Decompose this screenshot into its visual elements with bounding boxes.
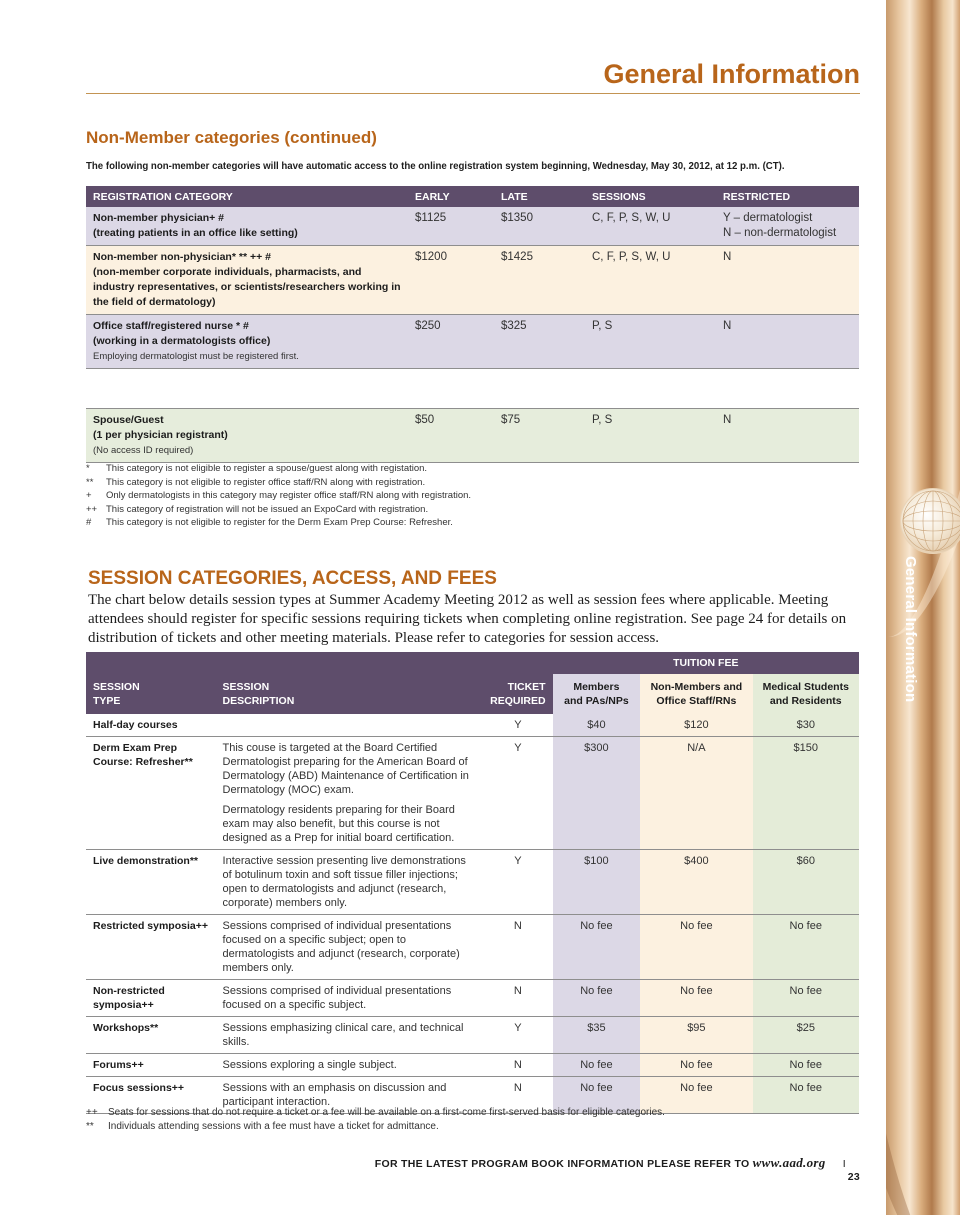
restricted-cell bbox=[716, 207, 859, 246]
category-sub: (1 per physician registrant) bbox=[93, 429, 228, 441]
note-text: This category is not eligible to register for the Derm Exam Prep Course: Refresher. bbox=[106, 517, 453, 528]
early-fee: $1125 bbox=[408, 207, 494, 246]
description-paragraph: Dermatology residents preparing for their Board exam may also benefit, but this course is not designed as a Prep for initial board certification. bbox=[222, 804, 455, 844]
header-line: Members bbox=[573, 681, 620, 693]
students-fee: No fee bbox=[753, 1054, 859, 1077]
note-item bbox=[86, 462, 471, 476]
session-type: Half-day courses bbox=[86, 714, 483, 737]
ticket-required: N bbox=[483, 915, 552, 980]
session-description: Sessions comprised of individual presentations focused on a specific subject. bbox=[216, 980, 484, 1017]
late-fee: $75 bbox=[494, 409, 585, 463]
category-note: (No access ID required) bbox=[93, 445, 194, 456]
footer-separator: I bbox=[842, 1158, 846, 1170]
session-type: Workshops** bbox=[86, 1017, 216, 1054]
col-restricted: RESTRICTED bbox=[716, 186, 859, 207]
restricted-value: N bbox=[716, 409, 859, 463]
note-symbol: * bbox=[86, 463, 90, 474]
header-line: Office Staff/RNs bbox=[656, 695, 737, 707]
footnote-item bbox=[86, 1120, 665, 1134]
table-row bbox=[86, 207, 859, 246]
sessions-table bbox=[86, 652, 859, 1114]
category-cell bbox=[86, 207, 408, 246]
registration-header-row bbox=[86, 186, 859, 207]
table-row bbox=[86, 850, 859, 915]
late-fee: $1425 bbox=[494, 246, 585, 315]
early-fee: $1200 bbox=[408, 246, 494, 315]
early-fee: $50 bbox=[408, 409, 494, 463]
nonmembers-fee: $400 bbox=[640, 850, 752, 915]
category-sub: (treating patients in an office like setting) bbox=[93, 227, 298, 239]
table-row bbox=[86, 737, 859, 850]
table-row bbox=[86, 409, 859, 463]
page-header bbox=[86, 58, 860, 94]
nonmembers-fee: N/A bbox=[640, 737, 752, 850]
ticket-required: Y bbox=[483, 850, 552, 915]
footnote-symbol: ** bbox=[86, 1121, 94, 1132]
nonmembers-fee: $95 bbox=[640, 1017, 752, 1054]
col-early: EARLY bbox=[408, 186, 494, 207]
page-title: General Information bbox=[603, 59, 860, 89]
header-line: REQUIRED bbox=[490, 695, 546, 707]
session-description: Sessions exploring a single subject. bbox=[216, 1054, 484, 1077]
students-fee: $60 bbox=[753, 850, 859, 915]
ticket-required: N bbox=[483, 1077, 552, 1114]
header-line: Non-Members and bbox=[650, 681, 743, 693]
members-fee: $35 bbox=[553, 1017, 641, 1054]
table-row bbox=[86, 714, 859, 737]
students-fee: $25 bbox=[753, 1017, 859, 1054]
page-footer bbox=[360, 1155, 860, 1183]
sessions-access: P, S bbox=[585, 409, 716, 463]
session-type: Forums++ bbox=[86, 1054, 216, 1077]
category-name: Spouse/Guest bbox=[93, 414, 164, 426]
note-symbol: # bbox=[86, 517, 92, 528]
nonmembers-fee: No fee bbox=[640, 980, 752, 1017]
session-description: Sessions with an emphasis on discussion and participant interaction. bbox=[216, 1077, 484, 1114]
restricted-value: Y – dermatologist bbox=[723, 212, 813, 224]
category-name: Non-member non-physician* ** ++ # bbox=[93, 251, 271, 263]
session-description: Sessions emphasizing clinical care, and technical skills. bbox=[216, 1017, 484, 1054]
col-ticket-required bbox=[483, 674, 552, 714]
sessions-access: P, S bbox=[585, 315, 716, 369]
restricted-value-2: N – non-dermatologist bbox=[723, 227, 837, 239]
late-fee: $1350 bbox=[494, 207, 585, 246]
note-text: Only dermatologists in this category may register office staff/RN along with registration. bbox=[106, 490, 472, 501]
nonmembers-fee: No fee bbox=[640, 1054, 752, 1077]
header-line: SESSION bbox=[93, 681, 140, 693]
session-type: Derm Exam Prep Course: Refresher** bbox=[86, 737, 216, 850]
table-row bbox=[86, 246, 859, 315]
tuition-fee-header: TUITION FEE bbox=[553, 652, 859, 674]
members-fee: No fee bbox=[553, 915, 641, 980]
ticket-required: Y bbox=[483, 1017, 552, 1054]
restricted-value: N bbox=[716, 315, 859, 369]
category-cell bbox=[86, 315, 408, 369]
late-fee: $325 bbox=[494, 315, 585, 369]
sessions-access: C, F, P, S, W, U bbox=[585, 207, 716, 246]
students-fee: No fee bbox=[753, 915, 859, 980]
students-fee: $150 bbox=[753, 737, 859, 850]
registration-table bbox=[86, 186, 859, 463]
ticket-required: N bbox=[483, 1054, 552, 1077]
members-fee: $300 bbox=[553, 737, 641, 850]
header-line: and PAs/NPs bbox=[564, 695, 629, 707]
members-fee: $40 bbox=[553, 714, 641, 737]
col-members bbox=[553, 674, 641, 714]
header-line: DESCRIPTION bbox=[222, 695, 295, 707]
session-type: Live demonstration** bbox=[86, 850, 216, 915]
footnote-text: Individuals attending sessions with a fee must have a ticket for admittance. bbox=[108, 1121, 439, 1132]
members-fee: No fee bbox=[553, 1054, 641, 1077]
session-description: Interactive session presenting live demonstrations of botulinum toxin and soft tissue filler injections; open to dermatologists and adjunct (research, corporate) members only. bbox=[216, 850, 484, 915]
students-fee: No fee bbox=[753, 1077, 859, 1114]
tuition-header-row bbox=[86, 652, 859, 674]
category-cell bbox=[86, 246, 408, 315]
nonmembers-fee: No fee bbox=[640, 1077, 752, 1114]
nonmembers-fee: No fee bbox=[640, 915, 752, 980]
note-symbol: + bbox=[86, 490, 92, 501]
note-item bbox=[86, 476, 471, 490]
ticket-required: Y bbox=[483, 737, 552, 850]
col-sessions: SESSIONS bbox=[585, 186, 716, 207]
note-symbol: ++ bbox=[86, 503, 98, 515]
sessions-access: C, F, P, S, W, U bbox=[585, 246, 716, 315]
table-row bbox=[86, 1054, 859, 1077]
header-line: and Residents bbox=[769, 695, 842, 707]
ticket-required: N bbox=[483, 980, 552, 1017]
footer-url[interactable]: www.aad.org bbox=[752, 1155, 826, 1170]
members-fee: $100 bbox=[553, 850, 641, 915]
description-paragraph: This couse is targeted at the Board Certified Dermatologist preparing for the American Board of Dermatology (ABD) Maintenance of Certification in Dermatology (MOC) exam. bbox=[222, 742, 469, 796]
nonmember-intro: The following non-member categories will have automatic access to the online registration system beginning, Wednesday, May 30, 2012, at 12 p.m. (CT). bbox=[86, 160, 785, 172]
note-text: This category is not eligible to register a spouse/guest along with registation. bbox=[106, 463, 428, 474]
session-description: Sessions comprised of individual presentations focused on a specific subject; open to dermatologists and adjunct (research, corporate) members only. bbox=[216, 915, 484, 980]
col-late: LATE bbox=[494, 186, 585, 207]
note-item bbox=[86, 489, 471, 503]
category-sub: (working in a dermatologists office) bbox=[93, 335, 271, 347]
sessions-intro: The chart below details session types at Summer Academy Meeting 2012 as well as session fees where applicable. Meeting attendees should register for specific sessions requiring tickets when completing online registration. See page 24 for details on distribution of tickets and other meeting materials. Please refer to categories for session access. bbox=[88, 592, 847, 646]
sessions-body bbox=[86, 714, 859, 1114]
session-type: Restricted symposia++ bbox=[86, 915, 216, 980]
globe-pattern bbox=[900, 488, 960, 554]
category-cell bbox=[86, 409, 408, 463]
session-description bbox=[216, 737, 484, 850]
students-fee: No fee bbox=[753, 980, 859, 1017]
restricted-value: N bbox=[716, 246, 859, 315]
side-section-label: General Information bbox=[902, 556, 919, 703]
header-line: Medical Students bbox=[762, 681, 849, 693]
session-type: Non-restricted symposia++ bbox=[86, 980, 216, 1017]
category-note: Employing dermatologist must be registered first. bbox=[93, 351, 299, 362]
sessions-header-row bbox=[86, 674, 859, 714]
note-symbol: ** bbox=[86, 476, 94, 488]
members-fee: No fee bbox=[553, 1077, 641, 1114]
table-row bbox=[86, 915, 859, 980]
table-spacer bbox=[86, 369, 859, 409]
category-sub: (non-member corporate individuals, pharmacists, and industry representatives, or scientists/researchers working in the field of dermatology) bbox=[93, 266, 401, 308]
col-session-type bbox=[86, 674, 216, 714]
early-fee: $250 bbox=[408, 315, 494, 369]
table-row bbox=[86, 315, 859, 369]
col-registration-category: REGISTRATION CATEGORY bbox=[86, 186, 408, 207]
col-session-description bbox=[216, 674, 484, 714]
note-item bbox=[86, 516, 471, 530]
note-text: This category of registration will not be issued an ExpoCard with registration. bbox=[106, 503, 429, 515]
col-students bbox=[753, 674, 859, 714]
ticket-required: Y bbox=[483, 714, 552, 737]
nonmember-title: Non-Member categories (continued) bbox=[86, 128, 377, 147]
footnote-symbol: ++ bbox=[86, 1107, 98, 1118]
col-nonmembers bbox=[640, 674, 752, 714]
table-row bbox=[86, 1017, 859, 1054]
header-line: TICKET bbox=[507, 681, 546, 693]
note-text: This category is not eligible to register office staff/RN along with registration. bbox=[106, 476, 426, 488]
table-row bbox=[86, 980, 859, 1017]
registration-notes bbox=[86, 462, 471, 530]
footnote-text: Seats for sessions that do not require a ticket or a fee will be available on a first-come first-served basis for eligible categories. bbox=[108, 1107, 665, 1118]
sessions-title: SESSION CATEGORIES, ACCESS, AND FEES bbox=[88, 568, 497, 589]
members-fee: No fee bbox=[553, 980, 641, 1017]
category-name: Office staff/registered nurse * # bbox=[93, 320, 249, 332]
footer-text: FOR THE LATEST PROGRAM BOOK INFORMATION PLEASE REFER TO bbox=[374, 1158, 750, 1170]
note-item bbox=[86, 503, 471, 517]
header-line: TYPE bbox=[93, 695, 121, 707]
session-footnotes bbox=[86, 1106, 665, 1134]
students-fee: $30 bbox=[753, 714, 859, 737]
page-number: 23 bbox=[847, 1171, 860, 1183]
header-line: SESSION bbox=[222, 681, 270, 693]
session-type: Focus sessions++ bbox=[86, 1077, 216, 1114]
footnote-item bbox=[86, 1106, 665, 1120]
nonmembers-fee: $120 bbox=[640, 714, 752, 737]
category-name: Non-member physician+ # bbox=[93, 212, 224, 224]
